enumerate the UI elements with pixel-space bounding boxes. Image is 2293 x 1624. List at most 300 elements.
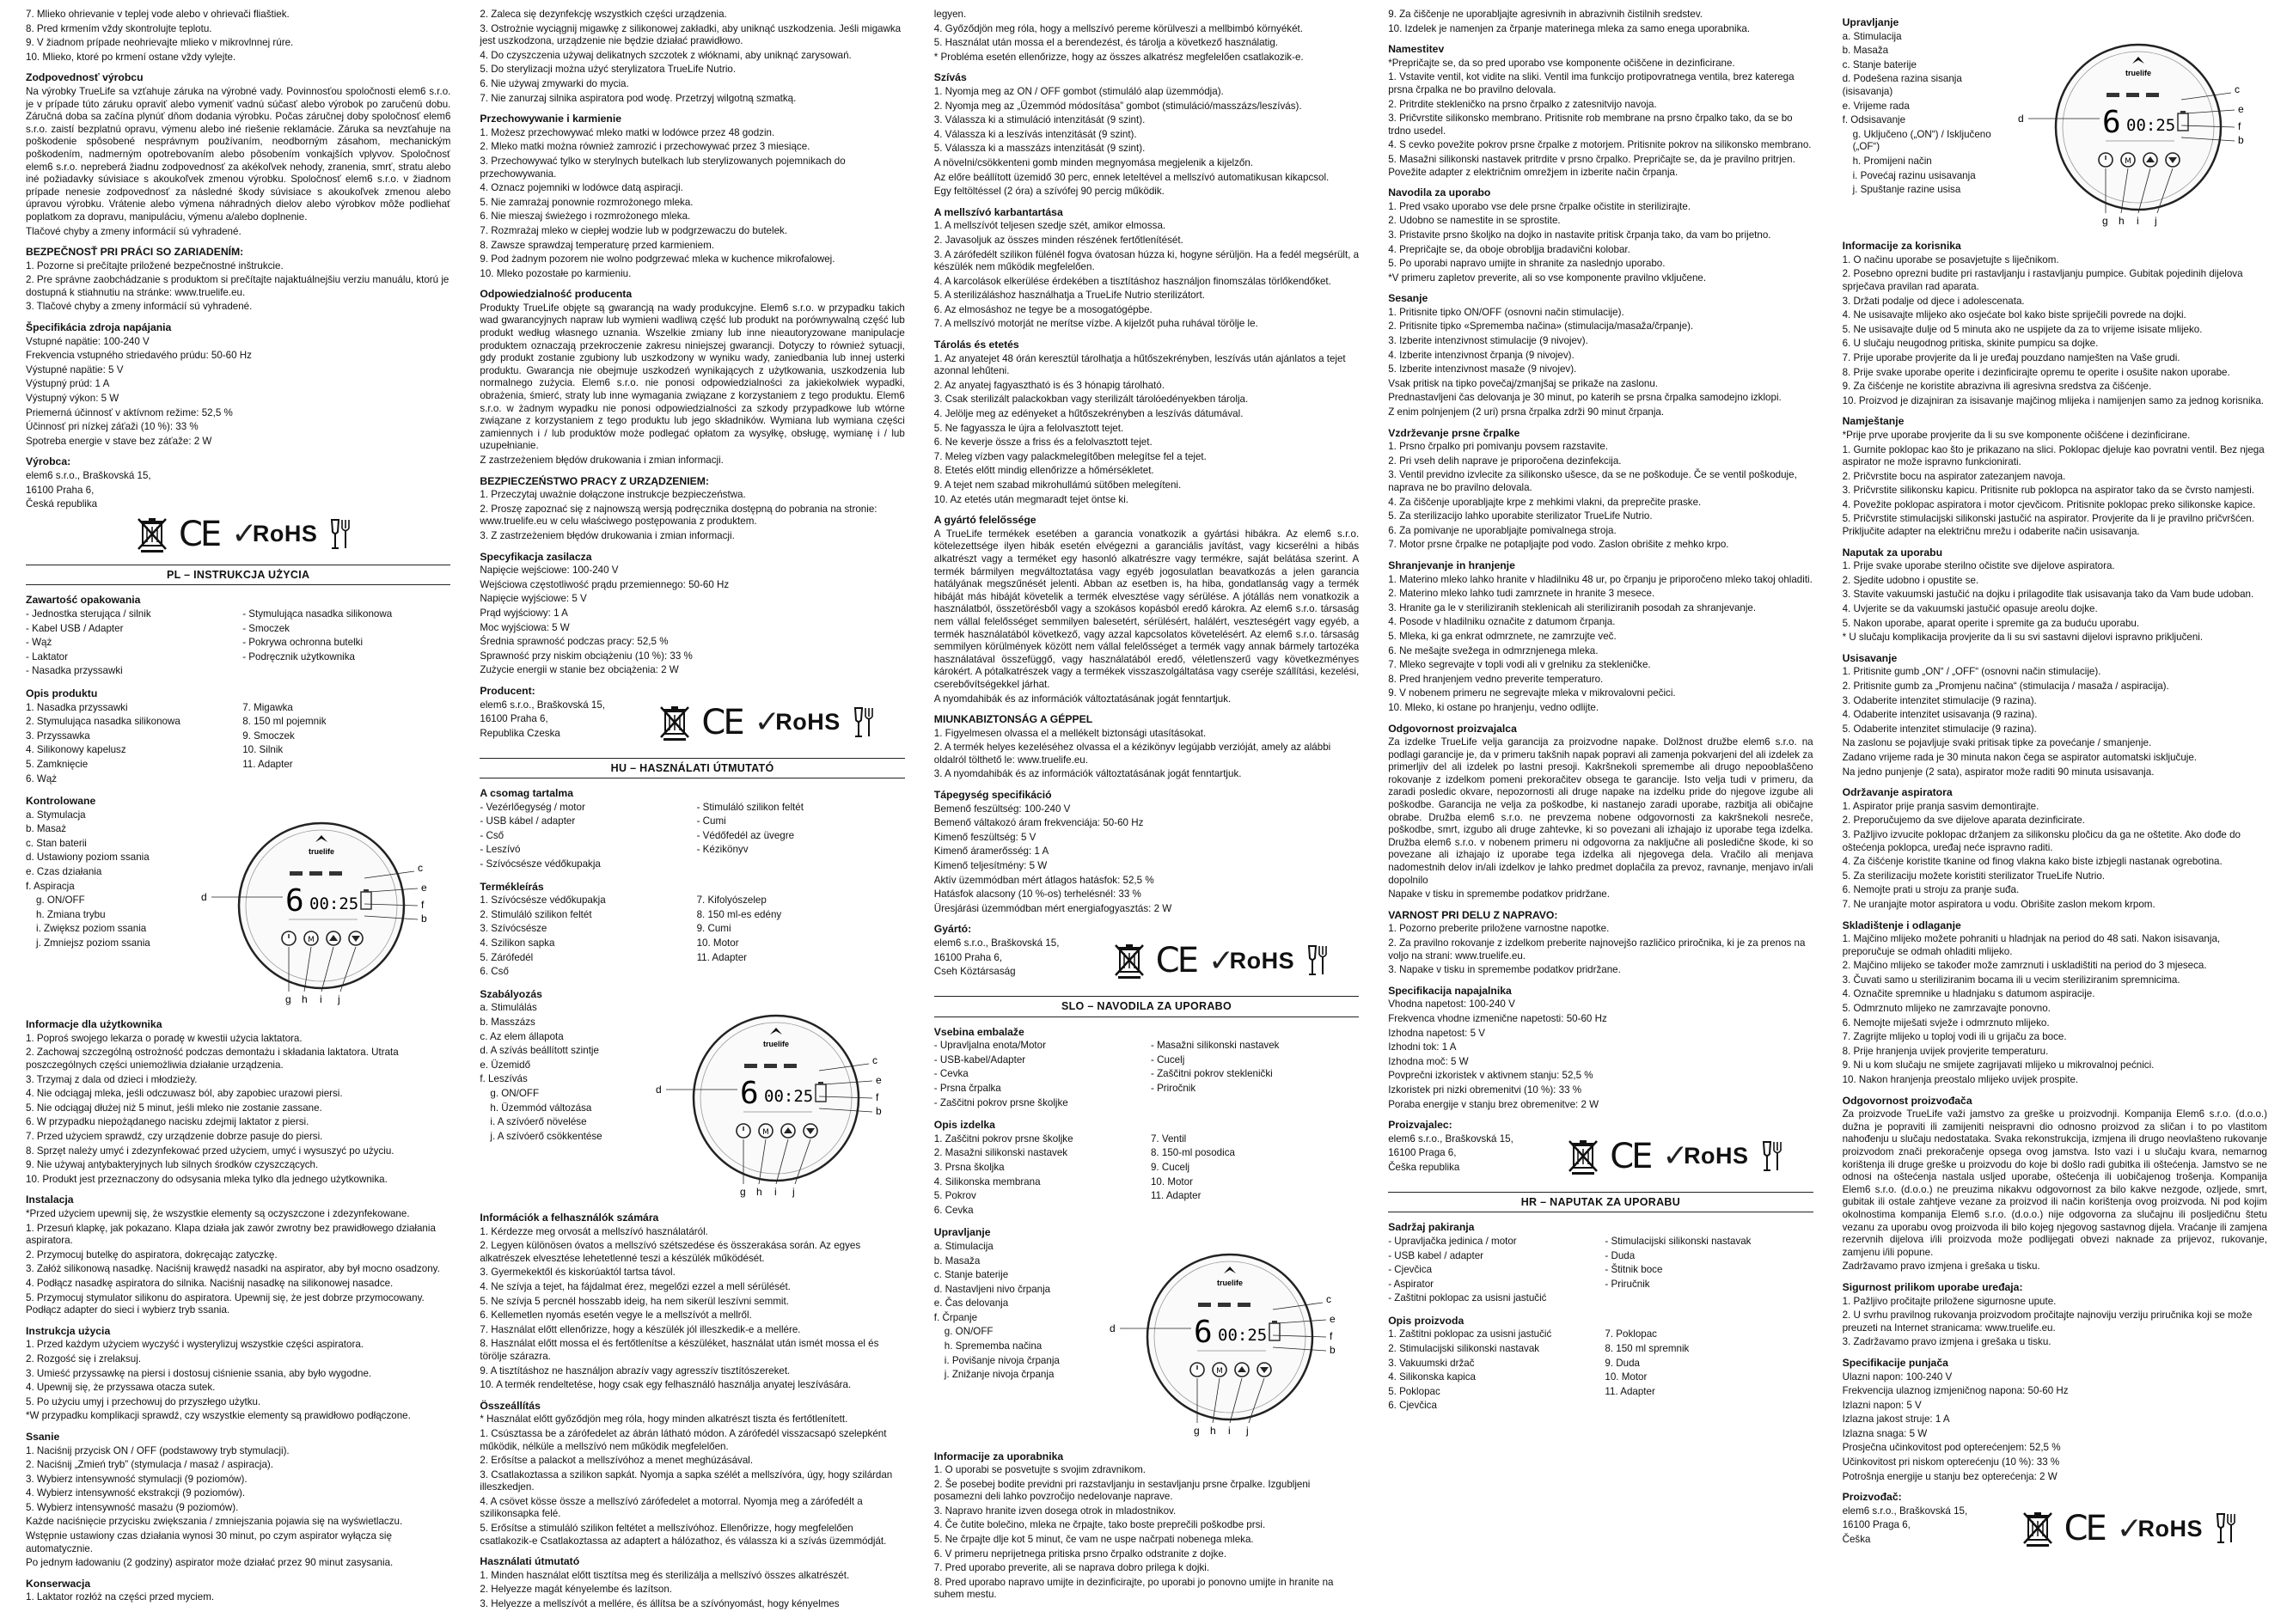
list-item: 3. Držati podalje od djece i adolescenata. xyxy=(1842,295,2025,307)
rohs-mark: ✓ RoHS xyxy=(1208,942,1295,978)
list-item: 4. Upewnij się, że przyssawa otacza sutek. xyxy=(26,1382,216,1394)
list-item: 7. Prije uporabe provjerite da li je uređaj pouzdano namješten na Vaše grudi. xyxy=(1842,351,2180,363)
section-heading: Specifikacije punjača xyxy=(1842,1356,1948,1369)
list-item: 10. Proizvod je dizajniran za isisavanje majčinog mlijeka i namijenjen samo za jednog korisnika. xyxy=(1842,394,2264,406)
section-heading: MIUNKABIZTONSÁG A GÉPPEL xyxy=(933,713,1093,726)
product-parts xyxy=(1388,1328,1813,1414)
list-item: 5. Ne črpajte dlje kot 5 minut, če vam ne uspe načrpati nobenega mleka. xyxy=(933,1534,1254,1546)
maker-block xyxy=(1388,1133,1813,1180)
list-item: 4. Za čiščenje uporabljajte krpe z mehkimi vlakni, da preprečite praske. xyxy=(1388,496,1702,508)
section-heading: Ssanie xyxy=(26,1430,60,1443)
list-item: a. Stimulacija xyxy=(933,1240,994,1252)
list-item: Izlazni napon: 5 V xyxy=(1842,1399,1922,1411)
list-item: 9. A tejet nem szabad mikrohullámú sütőben melegíteni. xyxy=(933,479,1182,491)
list-item: Egy feltöltéssel (2 óra) a szívófej 90 percig működik. xyxy=(933,186,1165,198)
list-item: 6. U slučaju neugodnog pritiska, skinite pumpicu sa dojke. xyxy=(1842,338,2099,350)
food-safe-glass-fork-icon xyxy=(2215,1512,2237,1545)
list-item: 9. A tisztításhoz ne használjon abrazív vagy agresszív tisztítószereket. xyxy=(480,1365,791,1377)
pack-contents xyxy=(26,608,450,680)
column-1 xyxy=(26,9,450,1615)
compliance-logos xyxy=(138,516,450,553)
list-item: Výstupné napätie: 5 V xyxy=(26,363,124,375)
callout-d: d xyxy=(1110,1322,1116,1334)
list-item: 4. Silikonska membrana xyxy=(933,1175,1041,1187)
callout-f: f xyxy=(1330,1329,1333,1342)
section-heading: Instrukcja użycia xyxy=(26,1324,111,1337)
list-item: 5. Ne usisavajte dulje od 5 minuta ako ne uspijete da za to vrijeme isisate mlijeko. xyxy=(1842,323,2203,335)
list-item: Izhodna moč: 5 W xyxy=(1388,1055,1469,1067)
list-item: 9. Ni u kom slučaju ne smijete zagrijavati mlijeko u mikrovalnoj pećnici. xyxy=(1842,1059,2155,1071)
text-list xyxy=(1843,430,2267,539)
text-list xyxy=(26,809,184,952)
section-heading: Sesanje xyxy=(1388,292,1428,305)
text-list xyxy=(1843,933,2267,1087)
list-item: 8. Etetés előtt mindig ellenőrizze a hőmérsékletet. xyxy=(933,465,1154,477)
device-time-display: 00:25 xyxy=(2125,115,2176,135)
list-item: 16100 Praha 6, xyxy=(26,484,95,496)
list-item: 5. Po użyciu umyj i przechowuj do przyszłego użytku. xyxy=(26,1395,261,1407)
svg-text:M: M xyxy=(761,1128,769,1138)
list-item: 4. A csövet kösse össze a mellszívó zárófedelet a motorral. Nyomja meg a zárófedélt a szilikonsapka felé. xyxy=(480,1495,863,1520)
list-item: - Stimuláló szilikon feltét xyxy=(696,801,804,813)
list-item: 7. A mellszívó motorját ne merítse vízbe. A kijelzőt puha ruhával törölje le. xyxy=(933,318,1258,330)
list-item: 7. Ne uranjajte motor aspiratora u vodu. Obrišite zaslon mekom krpom. xyxy=(1842,898,2155,910)
list-item: 11. Adapter xyxy=(1605,1385,1655,1397)
list-item: - Szívócsésze védőkupakja xyxy=(480,858,601,870)
list-item: 9. Za čiščenje ne uporabljajte agresivnih in abrazivnih čistilnih sredstev. xyxy=(1388,9,1703,20)
list-item: 1. O načinu uporabe se posavjetujte s liječnikom. xyxy=(1842,253,2059,266)
list-item: 16100 Praha 6, xyxy=(933,951,1003,963)
section-banner: HU – HASZNÁLATI ÚTMUTATÓ xyxy=(480,758,904,779)
rohs-mark: ✓ RoHS xyxy=(1662,1138,1749,1174)
list-item: 7. Migawka xyxy=(242,701,293,713)
list-item: - Upravljalna enota/Motor xyxy=(933,1040,1046,1052)
callout-b: b xyxy=(421,912,428,925)
device-level-display: 6 xyxy=(739,1076,759,1112)
section-banner: HR – NAPUTAK ZA UPORABU xyxy=(1388,1192,1813,1213)
list-item: Hatásfok alacsony (10 %-os) terhelésnél: 33 % xyxy=(933,888,1141,901)
list-item: 2. A termék helyes kezeléséhez olvassa el a kézikönyv legújabb verzióját, amely az alábbi oldalról tölthető le: www.truelife.eu. xyxy=(933,742,1331,766)
text-list xyxy=(480,1413,904,1548)
list-item: b. Masaż xyxy=(26,823,67,835)
section-heading: Sigurnost prilikom uporabe uređaja: xyxy=(1842,1280,2023,1293)
text-list xyxy=(1388,9,1813,35)
list-item: j. Znižanje nivoja črpanja xyxy=(944,1369,1055,1381)
list-item: 1. Zaštitni poklopac za usisni jastučić xyxy=(1388,1328,1552,1340)
list-item: 5. Nie zamrażaj ponownie rozmrożonego mleka. xyxy=(480,196,694,208)
device-brand-label: truelife xyxy=(762,1040,789,1049)
list-item: elem6 s.r.o., Braškovská 15, xyxy=(1388,1133,1513,1145)
list-item: 2. U svrhu pravilnog rukovanja proizvodom pročitajte najnoviju verziju priručnika koji se može preuzeti na Internet stranicama: www.truelife.eu. xyxy=(1842,1310,2253,1334)
list-item: c. Stanje baterije xyxy=(933,1269,1009,1281)
list-item: 1. Az anyatejet 48 órán keresztül tárolhatja a hűtőszekrényben, leszívás után ajánlatos a tejet azonnal lehűteni. xyxy=(933,352,1346,377)
list-item: 4. Če čutite bolečino, mleka ne črpajte, tako boste preprečili poškodbe prsi. xyxy=(933,1519,1266,1531)
list-item: 9. Cumi xyxy=(696,923,731,935)
text-list xyxy=(934,353,1359,507)
section-heading: Informacje dla użytkownika xyxy=(26,1018,162,1031)
responsibility-note: Zadržavamo pravo izmjena i grešaka u tisku. xyxy=(1842,1261,2040,1273)
list-item: 3. A zárófedélt szilikon fülénél fogva óvatosan húzza ki, hogyne sérüljön. Ha a fedél megsérült, a készülék nem működik megfelelően. xyxy=(933,248,1360,273)
list-item: - Prsna črpalka xyxy=(933,1082,1001,1094)
list-item: 3. Prsna školjka xyxy=(933,1161,1005,1173)
list-item: - Kézikönyv xyxy=(696,844,749,856)
list-item: Frekvencia vstupného striedavého prúdu: 50-60 Hz xyxy=(26,350,252,362)
callout-e: e xyxy=(421,881,428,894)
list-item: 5. Pokrov xyxy=(933,1190,976,1202)
list-item: 4. Oznacz pojemniki w lodówce datą aspiracji. xyxy=(480,182,683,194)
list-item: - Kabel USB / Adapter xyxy=(26,622,124,634)
list-item: - Cjevčica xyxy=(1388,1264,1433,1276)
list-item: 3. Załóż silikonową nasadkę. Naciśnij krawędź nasadki na aspirator, aby był mocno osadzony. xyxy=(26,1263,440,1275)
section-banner: PL – INSTRUKCJA UŻYCIA xyxy=(26,565,450,586)
column-4 xyxy=(1388,9,1813,1615)
svg-text:M: M xyxy=(1216,1366,1224,1376)
text-list xyxy=(480,489,904,542)
section-heading: Zodpovednosť výrobcu xyxy=(26,71,144,84)
list-item: Vsak pritisk na tipko povečaj/zmanjšaj se prikaže na zaslonu. xyxy=(1388,377,1659,389)
section-heading: Proizvođač: xyxy=(1842,1491,1902,1504)
callout-j: j xyxy=(792,1186,795,1199)
list-item: c. Stan baterii xyxy=(26,837,87,849)
callout-h: h xyxy=(1210,1424,1216,1437)
text-list xyxy=(697,802,905,873)
list-item: - Jednostka sterująca / silnik xyxy=(26,607,151,620)
list-item: 7. Motor prsne črpalke ne potapljajte pod vodo. Zaslon obrišite z mehko krpo. xyxy=(1388,539,1729,551)
list-item: 2. Pritrdite stekleničko na prsno črpalko z zatesnitvijo navoja. xyxy=(1388,98,1657,110)
text-list xyxy=(934,9,1359,64)
list-item: 5. Zárófedél xyxy=(480,951,534,963)
list-item: Każde naciśnięcie przycisku zwiększania / zmniejszania pojawia się na wyświetlaczu. xyxy=(26,1516,403,1528)
text-list xyxy=(480,802,688,873)
list-item: 4. Povežite poklopac aspiratora i motor cjevčicom. Pritisnite poklopac preko silikonske kapice. xyxy=(1842,498,2256,510)
list-item: b. Masszázs xyxy=(480,1017,535,1028)
pack-contents xyxy=(480,802,904,873)
section-heading: Proizvajalec: xyxy=(1388,1119,1452,1132)
list-item: Výstupný prúd: 1 A xyxy=(26,378,110,390)
device-level-display: 6 xyxy=(2101,104,2121,140)
list-item: 1. Możesz przechowywać mleko matki w lodówce przez 48 godzin. xyxy=(480,126,775,138)
list-item: 9. Smoczek xyxy=(242,730,295,742)
list-item: j. Spuštanje razine usisa xyxy=(1852,184,1961,196)
section-heading: A csomag tartalma xyxy=(480,787,573,800)
text-list xyxy=(1843,1371,2267,1484)
list-item: Po jednym ładowaniu (2 godziny) aspirator może działać przez 90 minut zasysania. xyxy=(26,1557,394,1569)
list-item: - Duda xyxy=(1605,1249,1636,1261)
list-item: 3. Umieść przyssawkę na piersi i dostosuj ciśnienie ssania, aby było wygodne. xyxy=(26,1367,372,1379)
list-item: - USB-kabel/Adapter xyxy=(933,1053,1026,1065)
list-item: 10. Motor xyxy=(1150,1175,1193,1187)
text-list xyxy=(1388,58,1813,179)
text-list xyxy=(934,803,1359,916)
callout-j: j xyxy=(2154,214,2157,227)
list-item: d. Podešena razina sisanja (isisavanja) xyxy=(1842,73,1962,97)
list-item: Vhodna napetost: 100-240 V xyxy=(1388,998,1515,1010)
list-item: a. Stymulacja xyxy=(26,809,86,821)
list-item: 1. Szívócsésze védőkupakja xyxy=(480,894,606,907)
list-item: 9. Pod żadnym pozorem nie wolno podgrzewać mleka w kuchence mikrofalowej. xyxy=(480,253,835,266)
callout-i: i xyxy=(320,992,323,1005)
list-item: - Aspirator xyxy=(1388,1278,1434,1290)
list-item: 2. Az anyatej fagyasztható is és 3 hónapig tárolható. xyxy=(933,379,1165,391)
section-heading: Naputak za uporabu xyxy=(1842,546,1943,559)
product-parts xyxy=(26,702,450,788)
controls-block xyxy=(1843,31,2267,233)
list-item: 10. Nakon hranjenja preostalo mlijeko uvijek prospite. xyxy=(1842,1074,2079,1086)
list-item: Zużycie energii w stanie bez obciążenia: 2 W xyxy=(480,664,679,676)
list-item: 4. Posode v hladilniku označite z datumom črpanja. xyxy=(1388,616,1616,628)
section-heading: Instalacja xyxy=(26,1194,74,1206)
list-item: - Zaščitni pokrov prsne školjke xyxy=(933,1096,1068,1108)
list-item: 7. Pred uporabo preverite, ali se naprava dobro prilega k dojki. xyxy=(933,1562,1210,1574)
list-item: 1. A mellszívót teljesen szedje szét, amikor elmossa. xyxy=(933,220,1166,232)
text-list xyxy=(934,86,1359,198)
list-item: 10. A termék rendeltetése, hogy csak egy felhasználó használja anyatej leszívására. xyxy=(480,1379,852,1391)
list-item: Ulazni napon: 100-240 V xyxy=(1842,1371,1953,1383)
list-item: elem6 s.r.o., Braškovská 15, xyxy=(1842,1505,1968,1517)
list-item: 4. S cevko povežite pokrov prsne črpalke z motorjem. Pritisnite pokrov na silikonsko membrano. xyxy=(1388,139,1812,151)
list-item: g. ON/OFF xyxy=(944,1326,994,1338)
list-item: Izhodna napetost: 5 V xyxy=(1388,1027,1485,1039)
list-item: 8. Pred hranjenjem vedno preverite temperaturo. xyxy=(1388,673,1604,685)
text-list xyxy=(26,1445,450,1570)
weee-bin-icon xyxy=(2023,1511,2052,1547)
list-item: h. Zmiana trybu xyxy=(36,908,106,920)
list-item: e. Üzemidő xyxy=(480,1059,531,1071)
list-item: 6. Nemojte prati u stroju za pranje suđa. xyxy=(1842,884,2020,896)
list-item: Česká republika xyxy=(26,498,98,510)
callout-f: f xyxy=(421,898,425,911)
compliance-logos xyxy=(2023,1508,2237,1548)
rohs-mark: ✓ RoHS xyxy=(231,516,318,552)
list-item: Vstupné napätie: 100-240 V xyxy=(26,335,150,347)
list-item: - Cucelj xyxy=(1150,1053,1185,1065)
list-item: d. Nastavljeni nivo črpanja xyxy=(933,1283,1051,1295)
list-item: 5. Odaberite intenzitet stimulacije (9 razina). xyxy=(1842,723,2037,735)
list-item: - Štitnik boce xyxy=(1605,1264,1663,1276)
list-item: 3. Napake v tisku in spremembe podatkov pridržane. xyxy=(1388,964,1621,976)
list-item: 10. Mleko, ki ostane po hranjenju, vedno odlijte. xyxy=(1388,701,1599,713)
list-item: 4. Prepričajte se, da oboje obrobljja bradavični kolobar. xyxy=(1388,243,1630,255)
list-item: 5. Przymocuj stymulator silikonu do aspiratora. Upewnij się, że jest dobrze przymocowany. Podłącz adapter do sieci i wybierz tryb ssania. xyxy=(26,1291,425,1316)
list-item: Češka xyxy=(1842,1534,1871,1546)
list-item: 1. Pritisnite gumb „ON“ / „OFF“ (osnovni način stimulacije). xyxy=(1842,666,2101,678)
list-item: 6. Cjevčica xyxy=(1388,1400,1437,1412)
list-item: - USB kábel / adapter xyxy=(480,815,576,827)
callout-g: g xyxy=(1194,1424,1200,1437)
section-heading: Opis izdelka xyxy=(933,1119,995,1132)
list-item: elem6 s.r.o., Braškovská 15, xyxy=(26,470,151,481)
list-item: - Podręcznik użytkownika xyxy=(242,650,355,662)
list-item: 6. Nie mieszaj świeżego i rozmrożonego mleka. xyxy=(480,211,691,223)
device-brand-label: truelife xyxy=(1217,1278,1244,1287)
section-banner: SLO – NAVODILA ZA UPORABO xyxy=(934,996,1359,1017)
device-time-display: 00:25 xyxy=(1218,1325,1268,1345)
list-item: b. Masaža xyxy=(1842,45,1889,57)
list-item: - Cső xyxy=(480,829,504,841)
callout-d: d xyxy=(201,890,208,903)
section-heading: Vzdrževanje prsne črpalke xyxy=(1388,426,1520,439)
list-item: 2. Sjedite udobno i opustite se. xyxy=(1842,574,1979,586)
ce-mark: CE xyxy=(1610,1136,1651,1176)
list-item: 1. Pred vsako uporabo vse dele prsne črpalke očistite in sterilizirajte. xyxy=(1388,200,1691,212)
list-item: Moc wyjściowa: 5 W xyxy=(480,621,570,633)
list-item: 6. Cső xyxy=(480,966,509,978)
device-brand-label: truelife xyxy=(309,846,335,856)
list-item: - Zaščitni pokrov steklenički xyxy=(1150,1068,1273,1080)
section-heading: Informacije za korisnika xyxy=(1842,240,1961,253)
text-list xyxy=(1605,1328,1813,1414)
list-item: 1. Przed każdym użyciem wyczyść i wysterylizuj wszystkie części aspiratora. xyxy=(26,1339,364,1351)
list-item: Poraba energije v stanju brez obremenitve: 2 W xyxy=(1388,1098,1599,1110)
list-item: c. Az elem állapota xyxy=(480,1030,564,1042)
list-item: *Prije prve uporabe provjerite da li su sve komponente očišćene i dezinficirane. xyxy=(1842,429,2191,441)
text-list xyxy=(242,608,450,680)
rohs-check-icon: ✓ xyxy=(231,516,258,552)
text-list xyxy=(1843,801,2267,912)
text-list xyxy=(934,1133,1142,1219)
list-item: 3. Wybierz intensywność stymulacji (9 poziomów). xyxy=(26,1473,248,1485)
list-item: 2. Nyomja meg az „Üzemmód módosítása” gombot (stimuláció/masszázs/leszívás). xyxy=(933,100,1302,112)
callout-b: b xyxy=(875,1105,882,1118)
section-heading: Upravljanje xyxy=(1842,16,1899,28)
list-item: - Leszívó xyxy=(480,844,521,856)
list-item: 9. Cucelj xyxy=(1150,1161,1190,1173)
section-heading: Producent: xyxy=(480,684,535,697)
list-item: 3. Pristavite prsno školjko na dojko in nastavite pritisk črpanja tako, da vam bo prijetno. xyxy=(1388,229,1771,241)
list-item: - Smoczek xyxy=(242,622,290,634)
maker-block xyxy=(934,937,1359,984)
section-heading: Shranjevanje in hranjenje xyxy=(1388,559,1515,571)
section-heading: Termékleírás xyxy=(480,880,544,893)
list-item: 1. Pozorne si prečítajte priložené bezpečnostné inštrukcie. xyxy=(26,259,284,272)
list-item: 7. Használat előtt ellenőrizze, hogy a készülék jól illeszkedik-e a mellére. xyxy=(480,1323,801,1335)
list-item: 2. Pričvrstite bocu na aspirator zatezanjem navoja. xyxy=(1842,470,2066,482)
list-item: 2. Legyen különösen óvatos a mellszívó szétszedése és összerakása során. Az egyes alkatrészek elvesztése lehetetlenné teszi a készülék működését. xyxy=(480,1240,861,1264)
list-item: Na zaslonu se pojavljuje svaki pritisak tipke za povećanje / smanjenje. xyxy=(1842,737,2152,749)
list-item: 6. V primeru neprijetnega pritiska prsno črpalko odstranite z dojke. xyxy=(933,1548,1227,1560)
device-level-display: 6 xyxy=(1194,1314,1213,1350)
text-list xyxy=(480,1002,638,1145)
list-item: g. Uključeno („ON“) / Isključeno („OF“) xyxy=(1852,128,1991,153)
list-item: - Upravljačka jedinica / motor xyxy=(1388,1235,1517,1247)
list-item: 1. Gurnite poklopac kao što je prikazano na slici. Poklopac djeluje kao povratni ventil. Bez njega aspirator ne može ispravno funkcionirati. xyxy=(1842,443,2265,468)
list-item: f. Aspiracja xyxy=(26,880,75,892)
list-item: 3. Válassza ki a stimuláció intenzitását (9 szint). xyxy=(933,114,1146,126)
list-item: 2. Udobno se namestite in se sprostite. xyxy=(1388,215,1561,227)
list-item: - Stymulująca nasadka silikonowa xyxy=(242,607,393,620)
list-item: elem6 s.r.o., Braškovská 15, xyxy=(933,937,1060,949)
list-item: Republika Czeska xyxy=(480,727,560,739)
list-item: Bemenő feszültség: 100-240 V xyxy=(933,803,1071,815)
callout-f: f xyxy=(2237,119,2241,132)
list-item: 2. Stimuláló szilikon feltét xyxy=(480,908,592,920)
list-item: Napięcie wejściowe: 100-240 V xyxy=(480,565,619,577)
list-item: - Pokrywa ochronna butelki xyxy=(242,637,364,649)
text-list xyxy=(1843,560,2267,644)
list-item: Prąd wyjściowy: 1 A xyxy=(480,607,568,619)
section-heading: Przechowywanie i karmienie xyxy=(480,113,621,125)
section-heading: Szabályozás xyxy=(480,987,542,1000)
text-list xyxy=(934,220,1359,331)
list-item: Povprečni izkoristek v aktivnem stanju: 52,5 % xyxy=(1388,1070,1593,1082)
list-item: 6. Cevka xyxy=(933,1204,974,1216)
list-item: Izhodni tok: 1 A xyxy=(1388,1041,1457,1053)
section-heading: BEZPEČNOSŤ PRI PRÁCI SO ZARIADENÍM: xyxy=(26,246,244,259)
callout-i: i xyxy=(1228,1424,1231,1437)
list-item: Učinkovitost pri niskom opterećenju (10 %): 33 % xyxy=(1842,1456,2060,1468)
controls-block xyxy=(480,1002,904,1204)
list-item: 9. V nobenem primeru ne segrevajte mleka v mikrovalovni pečici. xyxy=(1388,687,1676,699)
list-item: 1. Przeczytaj uważnie dołączone instrukcje bezpieczeństwa. xyxy=(480,489,746,501)
list-item: Zadano vrijeme rada je 30 minuta nakon čega se aspirator automatski isključuje. xyxy=(1842,751,2198,763)
list-item: Výstupný výkon: 5 W xyxy=(26,393,119,405)
list-item: Prednastavljeni čas delovanja je 30 minut, po katerih se prsna črpalka samodejno izklopi. xyxy=(1388,392,1782,404)
callout-c: c xyxy=(1326,1292,1332,1305)
list-item: 7. Przed użyciem sprawdź, czy urządzenie dobrze pasuje do piersi. xyxy=(26,1131,323,1143)
list-item: 1. Naciśnij przycisk ON / OFF (podstawowy tryb stymulacji). xyxy=(26,1444,290,1456)
text-list xyxy=(26,702,234,788)
list-item: - Vezérlőegység / motor xyxy=(480,801,585,813)
list-item: Priemerná účinnosť v aktívnom režime: 52,5 % xyxy=(26,406,233,418)
list-item: 3. Przyssawka xyxy=(26,730,90,742)
list-item: 4. Nie odciągaj mleka, jeśli odczuwasz ból, aby zapobiec urazowi piersi. xyxy=(26,1088,343,1100)
list-item: * Probléma esetén ellenőrizze, hogy az összes alkatrész megfelelően csatlakozik-e. xyxy=(933,51,1304,63)
list-item: - USB kabel / adapter xyxy=(1388,1249,1484,1261)
list-item: 5. Izberite intenzivnost masaže (9 nivojev). xyxy=(1388,363,1577,375)
list-item: 5. Masažni silikonski nastavek pritrdite v prsno črpalko. Prepričajte se, da je pravilno pritrjen. Povežite adapter z električnim omrežjem in izberite način črpanja. xyxy=(1388,153,1795,178)
device-control-diagram xyxy=(193,809,450,1007)
list-item: 2. Proszę zapoznać się z najnowszą wersją podręcznika dostępną do pobrania na stronie: www.truelife.eu w celu właściwego postępowania z produktem. xyxy=(480,503,877,528)
list-item: 1. Minden használat előtt tisztítsa meg és sterilizálja a mellszívó összes alkatrészét. xyxy=(480,1569,850,1581)
text-list xyxy=(934,728,1359,781)
list-item: Kimenő teljesítmény: 5 W xyxy=(933,860,1048,872)
list-item: 8. 150-ml posodica xyxy=(1150,1147,1235,1159)
list-item: 2. Še posebej bodite previdni pri razstavljanju in sestavljanju prsne črpalke. Izgubljeni posamezni deli lahko povzročijo nedelovanje naprave. xyxy=(933,1478,1311,1503)
rohs-check-icon: ✓ xyxy=(2116,1510,2143,1546)
list-item: 1. Pritisnite tipko ON/OFF (osnovni način stimulacije). xyxy=(1388,306,1624,318)
list-item: 16100 Praha 6, xyxy=(480,713,548,725)
responsibility-text: Produkty TrueLife objęte są gwarancją na wady produkcyjne. Elem6 s.r.o. w przypadku takich wad gwarancyjnych napraw lub wymieni wadliwą część lub produkt na porównywalną część lub produkt według własnego uznania. Wszelkie zmiany lub inne nieautoryzowane manipulacje produktem oznaczają przekroczenie zakresu niniejszej gwarancji. Dotyczy to również sytuacji, gdy produkt zostanie zgubiony lub uszkodzony w wyniku wady, zaniedbania lub innej usterki produktu. Gwarancja nie obejmuje uszkodzeń wynikających z użytkowania, uszkodzenia lub normalnego zużycia. Elem6 s.r.o. nie ponosi odpowiedzialności za jakiekolwiek wypadki, obrażenia, śmierć, straty lub inne wymagania związane z korzystaniem z tego produktu. Elem6 s.r.o. w żadnym wypadku nie ponosi odpowiedzialności za szkody przypadkowe lub wtórne związane z korzystaniem z tego produktu lub jego składników. Wymiana lub wymiana części zamiennych i / lub produktów może podlegać opłatom za wysyłkę, obsługę, wymianę i / lub uzupełnianie. xyxy=(480,302,905,452)
rohs-mark: ✓ RoHS xyxy=(2116,1510,2203,1546)
food-safe-glass-fork-icon xyxy=(329,518,352,551)
list-item: i. Povišanje nivoja črpanja xyxy=(944,1354,1060,1366)
section-heading: BEZPIECZEŃSTWO PRACY Z URZĄDZENIEM: xyxy=(480,474,709,487)
list-item: 8. 150 ml spremnik xyxy=(1605,1343,1690,1355)
list-item: legyen. xyxy=(933,9,967,20)
callout-b: b xyxy=(2237,133,2244,146)
list-item: 10. Mleko pozostałe po karmieniu. xyxy=(480,267,632,279)
section-heading: Održavanje aspiratora xyxy=(1842,786,1953,799)
section-heading: Sadržaj pakiranja xyxy=(1388,1221,1475,1234)
callout-e: e xyxy=(2237,102,2244,115)
list-item: 1. Prsno črpalko pri pomivanju povsem razstavite. xyxy=(1388,441,1609,453)
list-item: 1. Prije svake uporabe sterilno očistite sve dijelove aspiratora. xyxy=(1842,560,2115,572)
text-list xyxy=(1843,31,2001,198)
list-item: b. Masaža xyxy=(933,1255,981,1267)
text-list xyxy=(480,1570,904,1611)
list-item: j. Zmniejsz poziom ssania xyxy=(36,937,150,949)
list-item: 4. Silikonska kapica xyxy=(1388,1371,1477,1383)
text-list xyxy=(1843,254,2267,408)
section-heading: Konserwacja xyxy=(26,1577,91,1590)
list-item: 5. Po uporabi napravo umijte in shranite za naslednjo uporabo. xyxy=(1388,258,1666,270)
list-item: 2. Zaleca się dezynfekcję wszystkich części urządzenia. xyxy=(480,9,727,20)
weee-bin-icon xyxy=(1568,1139,1598,1175)
section-heading: Skladištenje i odlaganje xyxy=(1842,919,1961,931)
warranty-note: Tlačové chyby a zmeny informácií sú vyhradené. xyxy=(26,225,242,237)
list-item: f. Odsisavanje xyxy=(1842,114,1906,126)
list-item: 3. Odaberite intenzitet stimulacije (9 razina). xyxy=(1842,694,2037,706)
